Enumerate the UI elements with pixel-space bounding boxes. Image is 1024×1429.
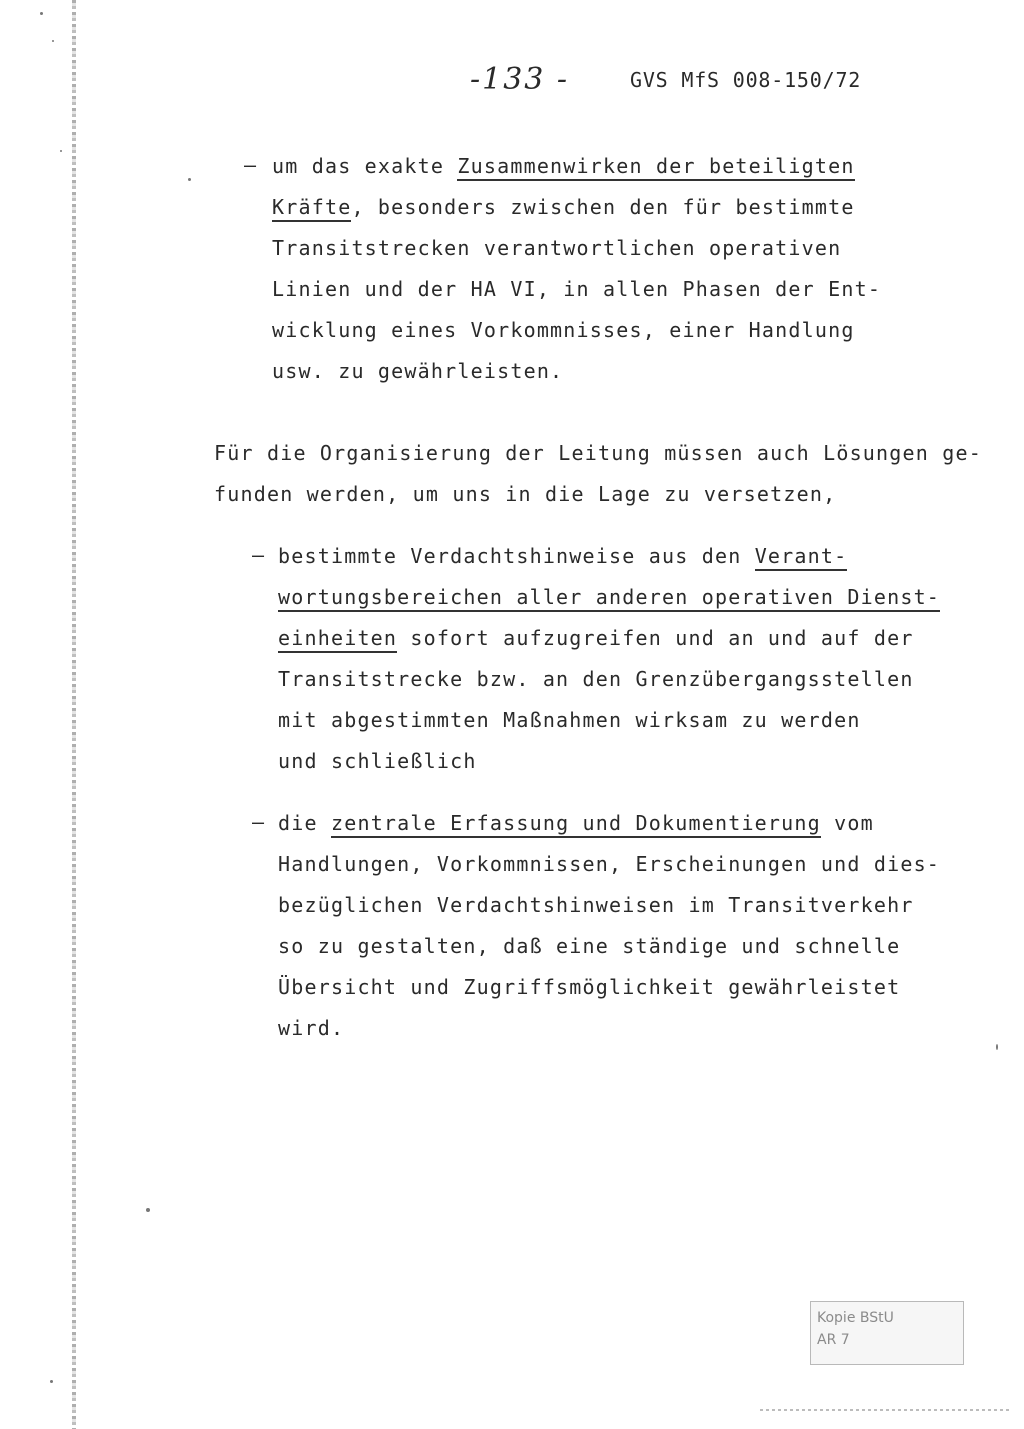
scan-speck xyxy=(60,150,62,152)
scan-speck xyxy=(52,40,54,42)
stamp-text: AR 7 xyxy=(817,1332,850,1348)
scan-speck xyxy=(146,1208,150,1212)
underlined-text: einheiten xyxy=(278,626,397,653)
text-segment: sofort aufzugreifen und an und auf der xyxy=(397,626,914,650)
page-number: -133 - xyxy=(470,62,570,97)
text-segment: , besonders zwischen den für bestimmte xyxy=(351,195,855,219)
text-line: bezüglichen Verdachtshinweisen im Transitverkehr xyxy=(278,893,914,917)
scan-speck xyxy=(188,178,191,181)
text-line: Handlungen, Vorkommnissen, Erscheinungen und dies- xyxy=(278,852,941,876)
scan-edge-artifact xyxy=(72,0,76,1429)
page-header xyxy=(470,62,890,102)
underlined-text: Zusammenwirken der beteiligten xyxy=(457,154,854,181)
text-line: Transitstrecke bzw. an den Grenzübergangsstellen xyxy=(278,667,914,691)
text-segment: um das exakte xyxy=(272,154,458,178)
underlined-text: Kräfte xyxy=(272,195,351,222)
archive-stamp xyxy=(810,1301,964,1365)
text-line: usw. zu gewährleisten. xyxy=(272,359,564,383)
text-line: funden werden, um uns in die Lage zu versetzen, xyxy=(214,482,837,506)
text-line xyxy=(278,625,914,651)
bullet-dash: – xyxy=(244,153,257,177)
text-line: und schließlich xyxy=(278,749,477,773)
bullet-dash: – xyxy=(252,810,265,834)
underlined-text: wortungsbereichen aller anderen operativen Dienst- xyxy=(278,585,940,612)
text-line: wird. xyxy=(278,1016,345,1040)
underlined-text: Verant- xyxy=(755,544,848,571)
text-line: Transitstrecken verantwortlichen operativen xyxy=(272,236,842,260)
text-line xyxy=(272,194,855,220)
text-segment: vom xyxy=(820,811,874,835)
text-line: wicklung eines Vorkommnisses, einer Handlung xyxy=(272,318,855,342)
text-line: mit abgestimmten Maßnahmen wirksam zu werden xyxy=(278,708,861,732)
text-line: Übersicht und Zugriffsmöglichkeit gewährleistet xyxy=(278,975,901,999)
document-reference: GVS MfS 008-150/72 xyxy=(630,68,862,92)
scan-speck xyxy=(50,1380,53,1383)
text-segment: bestimmte Verdachtshinweise aus den xyxy=(278,544,755,568)
stamp-text: Kopie BStU xyxy=(817,1310,894,1326)
scan-speck xyxy=(996,1044,998,1050)
footer-scan-line xyxy=(760,1409,1010,1411)
text-line xyxy=(278,584,940,610)
text-line xyxy=(278,543,847,569)
text-line xyxy=(278,810,874,836)
underlined-text: zentrale Erfassung und Dokumentierung xyxy=(331,811,821,838)
text-line: Für die Organisierung der Leitung müssen auch Lösungen ge- xyxy=(214,441,982,465)
text-line: so zu gestalten, daß eine ständige und schnelle xyxy=(278,934,901,958)
scan-speck xyxy=(40,12,43,15)
text-segment: die xyxy=(278,811,331,835)
text-line xyxy=(272,153,855,179)
bullet-dash: – xyxy=(252,543,265,567)
text-line: Linien und der HA VI, in allen Phasen der Ent- xyxy=(272,277,882,301)
